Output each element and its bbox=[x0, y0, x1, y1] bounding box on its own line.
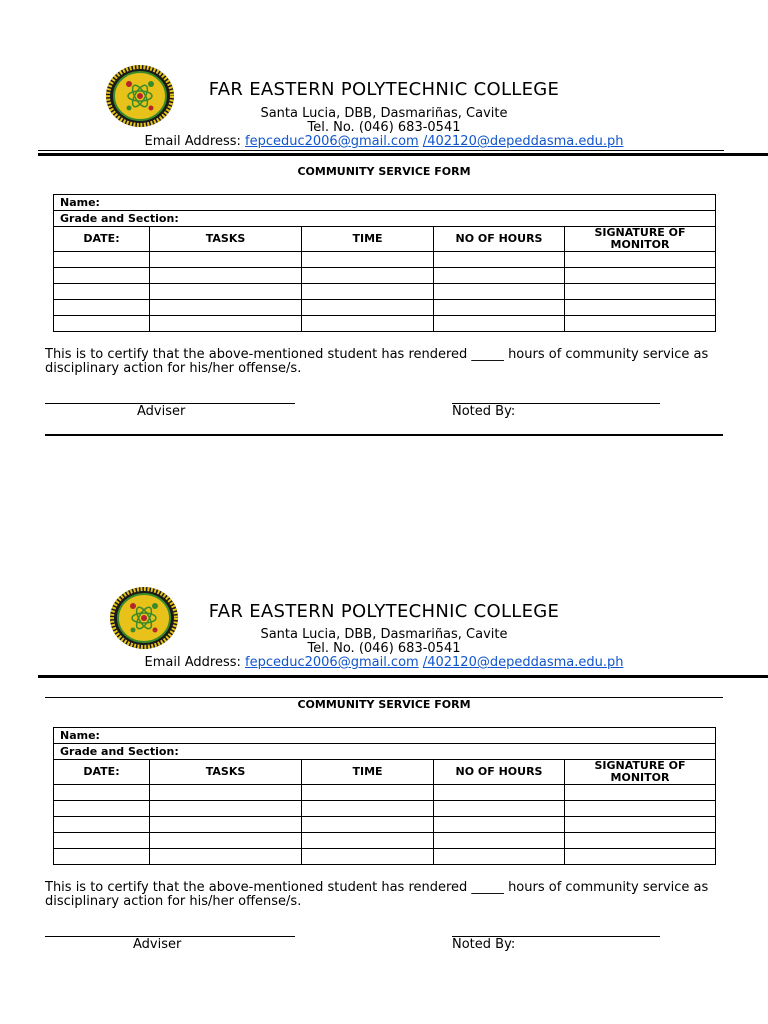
noted-by-label: Noted By: bbox=[452, 404, 516, 419]
table-row[interactable] bbox=[54, 817, 716, 833]
col-header-hours: NO OF HOURS bbox=[434, 227, 565, 252]
college-email-line bbox=[0, 656, 768, 670]
adviser-label: Adviser bbox=[133, 937, 182, 952]
adviser-label: Adviser bbox=[137, 404, 186, 419]
college-address: Santa Lucia, DBB, Dasmariñas, Cavite bbox=[260, 106, 508, 121]
email-label: Email Address: bbox=[144, 655, 245, 670]
college-name: FAR EASTERN POLYTECHNIC COLLEGE bbox=[208, 79, 560, 100]
col-header-date: DATE: bbox=[54, 760, 150, 785]
service-log-table bbox=[53, 727, 716, 865]
certification-text: This is to certify that the above-mentioned student has rendered _____ hours of community service as disciplinary action for his/her offense/s. bbox=[45, 347, 709, 376]
col-header-tasks: TASKS bbox=[150, 760, 302, 785]
college-tel: Tel. No. (046) 683-0541 bbox=[307, 641, 461, 656]
form-title: COMMUNITY SERVICE FORM bbox=[297, 698, 471, 711]
email-link-2[interactable]: /402120@depeddasma.edu.ph bbox=[422, 655, 624, 670]
email-link-2[interactable]: /402120@depeddasma.edu.ph bbox=[422, 134, 624, 149]
email-link-1[interactable]: fepceduc2006@gmail.com bbox=[245, 655, 419, 670]
email-link-1[interactable]: fepceduc2006@gmail.com bbox=[245, 134, 419, 149]
col-header-signature: SIGNATURE OF MONITOR bbox=[565, 227, 716, 252]
footer-divider bbox=[45, 434, 723, 436]
col-header-tasks: TASKS bbox=[150, 227, 302, 252]
certification-text: This is to certify that the above-mentioned student has rendered _____ hours of community service as disciplinary action for his/her offense/s. bbox=[45, 880, 709, 909]
noted-by-label: Noted By: bbox=[452, 937, 516, 952]
grade-section-field[interactable]: Grade and Section: bbox=[54, 211, 716, 227]
table-row[interactable] bbox=[54, 801, 716, 817]
col-header-date: DATE: bbox=[54, 227, 150, 252]
email-label: Email Address: bbox=[144, 134, 245, 149]
col-header-hours: NO OF HOURS bbox=[434, 760, 565, 785]
college-address: Santa Lucia, DBB, Dasmariñas, Cavite bbox=[260, 627, 508, 642]
col-header-time: TIME bbox=[302, 760, 434, 785]
col-header-time: TIME bbox=[302, 227, 434, 252]
table-row[interactable] bbox=[54, 849, 716, 865]
form-title: COMMUNITY SERVICE FORM bbox=[297, 165, 471, 178]
college-name: FAR EASTERN POLYTECHNIC COLLEGE bbox=[208, 601, 560, 622]
table-row[interactable] bbox=[54, 833, 716, 849]
name-field[interactable]: Name: bbox=[54, 728, 716, 744]
college-tel: Tel. No. (046) 683-0541 bbox=[307, 120, 461, 135]
col-header-signature: SIGNATURE OF MONITOR bbox=[565, 760, 716, 785]
table-row[interactable] bbox=[54, 785, 716, 801]
name-field[interactable]: Name: bbox=[54, 195, 716, 211]
grade-section-field[interactable]: Grade and Section: bbox=[54, 744, 716, 760]
header-divider-thick bbox=[38, 675, 768, 678]
